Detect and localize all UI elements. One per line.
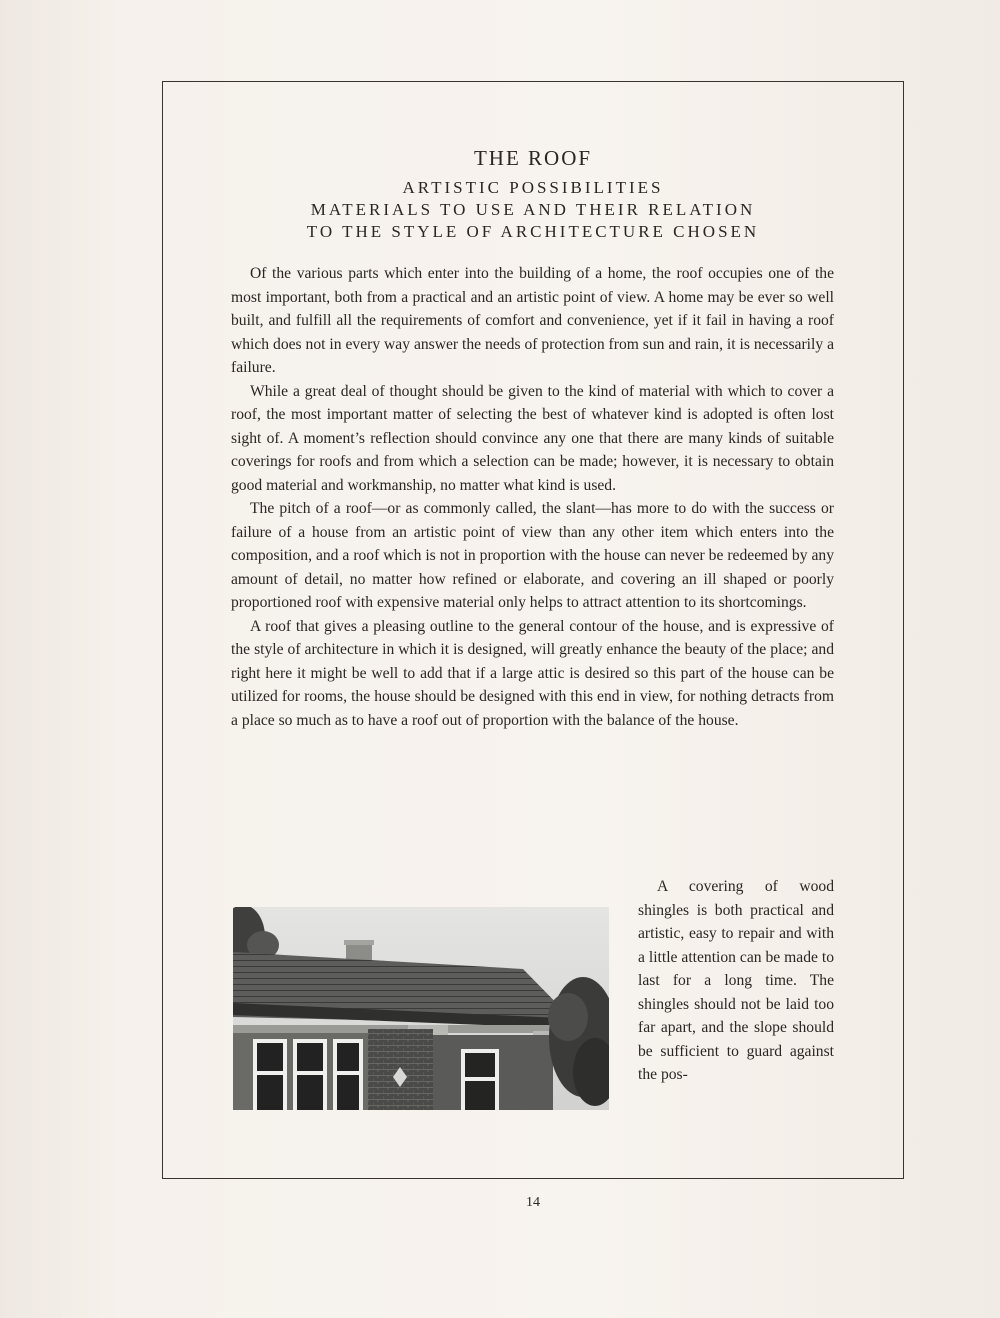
- subtitle-line-2: MATERIALS TO USE AND THEIR RELATION: [310, 200, 756, 219]
- house-photo-illustration: [233, 907, 609, 1110]
- page-title: THE ROOF: [473, 146, 593, 170]
- subtitle-line-1: ARTISTIC POSSIBILITIES: [402, 178, 664, 197]
- page-number: 14: [526, 1195, 540, 1210]
- side-text-column: [638, 875, 834, 1087]
- paragraph-3: The pitch of a roof—or as commonly called, the slant—has more to do with the success or failure of a house from an artistic point of view than any other item which enters into the composition, and a roof which is not in proportion with the house can never be redeemed by any amount of detail, no matter how refined or elaborate, and covering an ill shaped or poorly proportioned roof with expensive material only helps to attract attention to its shortcomings.: [231, 500, 834, 611]
- house-photo: [233, 907, 609, 1110]
- paragraph-4: A roof that gives a pleasing outline to the general contour of the house, and is expressive of the style of architecture in which it is designed, will greatly enhance the beauty of the place; and right here it might be well to add that if a large attic is desired so this part of the house can be utilized for rooms, the house should be designed with this end in view, for nothing detracts from a place so much as to have a roof out of proportion with the balance of the house.: [231, 617, 834, 729]
- body-text: [231, 262, 834, 732]
- side-paragraph: A covering of wood shingles is both practical and artistic, easy to repair and with a little attention can be made to last for a long time. The shingles should not be laid too far apart, and the slope should be sufficient to guard against the pos-: [638, 878, 834, 1083]
- subtitle-line-3: TO THE STYLE OF ARCHITECTURE CHOSEN: [306, 222, 760, 241]
- paragraph-1: Of the various parts which enter into the building of a home, the roof occupies one of the most important, both from a practical and an artistic point of view. A home may be ever so well built, and fulfill all the requirements of comfort and convenience, yet if it fail in having a roof which does not in every way answer the needs of protection from sun and rain, it is necessarily a failure.: [231, 265, 834, 376]
- paragraph-2: While a great deal of thought should be given to the kind of material with which to cover a roof, the most important matter of selecting the best of whatever kind is adopted is often lost sight of. A moment’s reflection should convince any one that there are many kinds of suitable coverings for roofs and from which a selection can be made; however, it is necessary to obtain good material and workmanship, no matter what kind is used.: [231, 382, 834, 494]
